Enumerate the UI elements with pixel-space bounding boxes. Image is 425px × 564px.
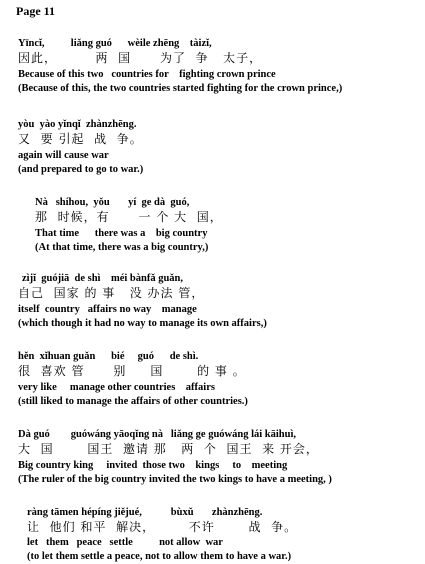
pinyin-line: hěn xǐhuan guǎn bié guó de shì. [18,351,199,362]
translation-line: (to let them settle a peace, not to allow them to have a war.) [27,551,292,562]
hanzi-line: 自己 国家 的 事 没 办法 管， [18,286,205,300]
gloss-line: let them peace settle not allow war [27,537,223,548]
pinyin-line: yòu yào yǐnqǐ zhànzhēng. [18,119,137,130]
translation-line: (At that time, there was a big country,) [35,242,209,253]
gloss-line: Because of this two countries for fighting crown prince [18,69,276,80]
translation-line: (Because of this, the two countries started fighting for the crown prince,) [18,83,343,94]
hanzi-line: 又 要 引起 战 争。 [18,132,143,146]
hanzi-line: 让 他们 和平 解决， 不许 战 争。 [27,520,298,534]
hanzi-line: 那 时候，有 一 个 大 国， [35,210,223,224]
gloss-line: again will cause war [18,150,109,161]
translation-line: (still liked to manage the affairs of other countries.) [18,396,248,407]
pinyin-line: Nà shíhou, yǒu yí ge dà guó, [35,197,190,208]
hanzi-line: 因此， 两 国 为了 争 太子， [18,51,263,65]
pinyin-line: Yīncǐ, liǎng guó wèile zhēng tàizǐ, [18,38,212,49]
pinyin-line: zìjǐ guójiā de shì méi bànfǎ guǎn, [22,273,184,284]
gloss-line: very like manage other countries affairs [18,382,215,393]
gloss-line: itself country affairs no way manage [18,304,197,315]
page-number: Page 11 [16,4,55,18]
translation-line: (and prepared to go to war.) [18,164,144,175]
hanzi-line: 大 国 国王 邀请 那 两 个 国王 来 开会， [18,442,319,456]
pinyin-line: Dà guó guówáng yāoqǐng nà liǎng ge guówáng lái kāihuì, [18,429,297,440]
translation-line: (which though it had no way to manage its own affairs,) [18,318,267,329]
gloss-line: That time there was a big country [35,228,208,239]
pinyin-line: ràng tāmen hépíng jiějué, bùxǔ zhànzhēng. [27,507,263,518]
translation-line: (The ruler of the big country invited the two kings to have a meeting, ) [18,474,332,485]
hanzi-line: 很 喜欢 管 别 国 的 事 。 [18,364,246,378]
gloss-line: Big country king invited those two kings to meeting [18,460,288,471]
